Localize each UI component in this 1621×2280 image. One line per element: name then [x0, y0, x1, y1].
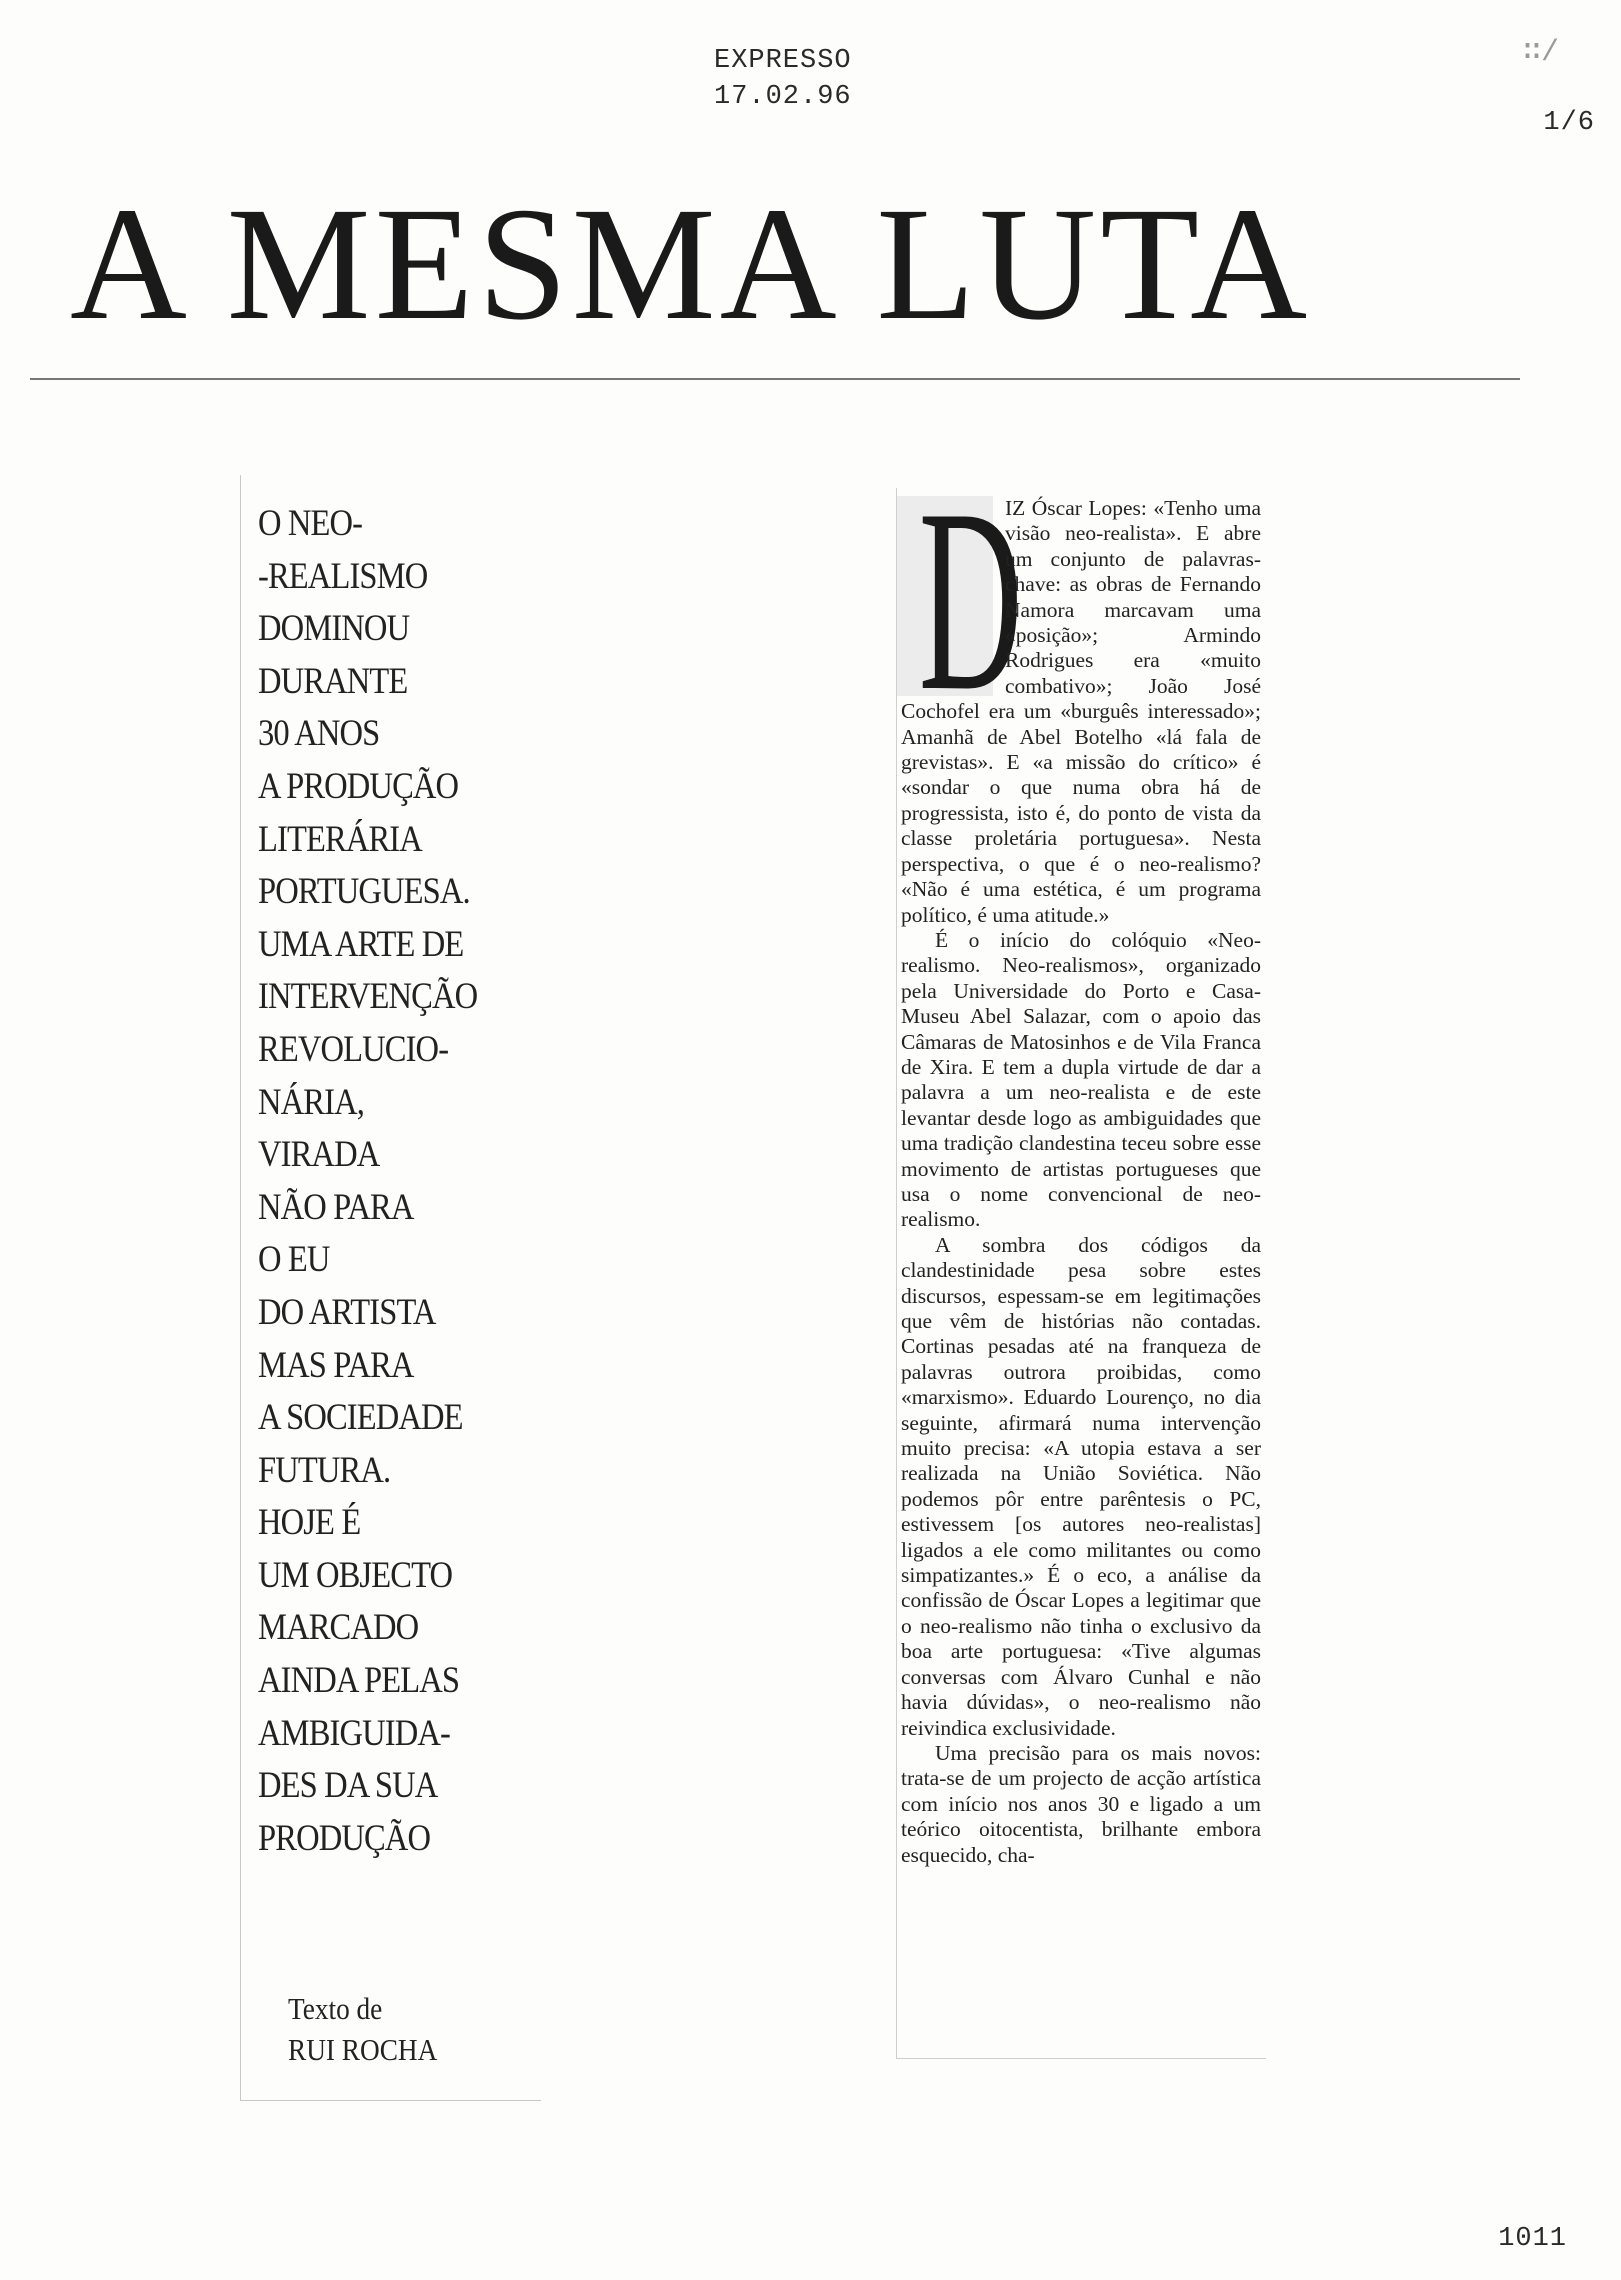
- deck-line: NÃO PARA: [258, 1186, 414, 1228]
- deck-line: -REALISMO: [258, 555, 428, 597]
- deck-line: A PRODUÇÃO: [258, 765, 459, 807]
- deck-line: DOMINOU: [258, 608, 410, 650]
- deck-line: DURANTE: [258, 660, 408, 702]
- byline-prefix: Texto de: [288, 1991, 383, 2026]
- corner-mark: ∷/: [1522, 36, 1559, 70]
- deck-line: INTERVENÇÃO: [258, 976, 478, 1018]
- deck-line: REVOLUCIO-: [258, 1028, 449, 1070]
- deck-line: LITERÁRIA: [258, 818, 422, 860]
- deck-line: NÁRIA,: [258, 1081, 364, 1123]
- deck-line: MARCADO: [258, 1607, 419, 1649]
- article-paragraph: Uma precisão para os mais novos: trata-se de um projecto de acção artística com início nos anos 30 e ligado a um teórico oitocentista, brilhante embora esquecido, cha-: [901, 1740, 1261, 1867]
- article-paragraph: É o início do colóquio «Neo-realismo. Neo-realismos», organizado pela Universidade do Porto e Casa-Museu Abel Salazar, com o apoio das Câmaras de Matosinhos e de Vila Franca de Xira. E tem a dupla virtude de dar a palavra a um neo-realista e de este levantar desde logo as ambiguidades que uma tradição clandestina teceu sobre esse movimento de artistas portugueses que usa o nome convencional de neo-realismo.: [901, 927, 1261, 1232]
- deck-line: PRODUÇÃO: [258, 1817, 431, 1859]
- byline: [288, 1988, 437, 2070]
- deck-line: UM OBJECTO: [258, 1554, 453, 1596]
- deck-line: DO ARTISTA: [258, 1291, 436, 1333]
- deck-line: O NEO-: [258, 503, 363, 544]
- deck-line: AINDA PELAS: [258, 1660, 460, 1702]
- deck-line: FUTURA.: [258, 1449, 391, 1491]
- deck-line: UMA ARTE DE: [258, 923, 464, 965]
- deck-line: 30 ANOS: [258, 713, 380, 755]
- headline-rule: [30, 378, 1520, 380]
- drop-cap-letter: D: [918, 455, 1023, 745]
- article-column: [896, 455, 1266, 2059]
- byline-author: RUI ROCHA: [288, 2032, 438, 2067]
- article-paragraph: A sombra dos códigos da clandestinidade pesa sobre estes discursos, espessam-se em legitimações que vêm de histórias não contadas. Cortinas pesadas até na franqueza de palavras outrora proibidas, como «marxismo». Eduardo Lourenço, no dia seguinte, afirmará numa intervenção muito precisa: «A utopia estava a ser realizada na União Soviética. Não podemos pôr entre parêntesis o PC, estivessem [os autores neo-realistas] ligados a ele como militantes ou como simpatizantes.» É o eco, a análise da confissão de Óscar Lopes a legitimar que o neo-realismo não tinha o exclusivo da boa arte portuguesa: «Tive algumas conversas com Álvaro Cunhal e não havia dúvidas», o neo-realismo não reivindica exclusividade.: [901, 1232, 1261, 1740]
- article-body: [901, 455, 1261, 1868]
- archive-number: 1011: [1498, 2224, 1567, 2254]
- deck-line: HOJE É: [258, 1502, 361, 1544]
- publication-date: 17.02.96: [714, 82, 852, 112]
- deck-line: O EU: [258, 1239, 330, 1281]
- deck-line: DES DA SUA: [258, 1765, 438, 1807]
- deck-text: [258, 498, 513, 1865]
- deck-line: AMBIGUIDA-: [258, 1712, 450, 1754]
- newspaper-source: EXPRESSO: [714, 46, 852, 76]
- headline: A MESMA LUTA: [70, 175, 1312, 354]
- deck-line: MAS PARA: [258, 1344, 414, 1386]
- page-number: 1/6: [1543, 108, 1595, 138]
- deck-line: A SOCIEDADE: [258, 1397, 463, 1439]
- deck-line: PORTUGUESA.: [258, 871, 470, 913]
- deck-line: VIRADA: [258, 1134, 380, 1176]
- article-paragraph: IZ Óscar Lopes: «Tenho uma visão neo-realista». E abre um conjunto de palavras-chave: as obras de Fernando Namora marcavam uma «posição»; Armindo Rodrigues era «muito combativo»; João José Cochofel era um «burguês interessado»; Amanhã de Abel Botelho «lá fala de grevistas». E «a missão do crítico» é «sondar o que numa obra há de progressista, isto é, do ponto de vista da classe proletária portuguesa». Nesta perspectiva, o que é o neo-realismo? «Não é uma estética, é um programa político, é uma atitude.»: [901, 496, 1261, 927]
